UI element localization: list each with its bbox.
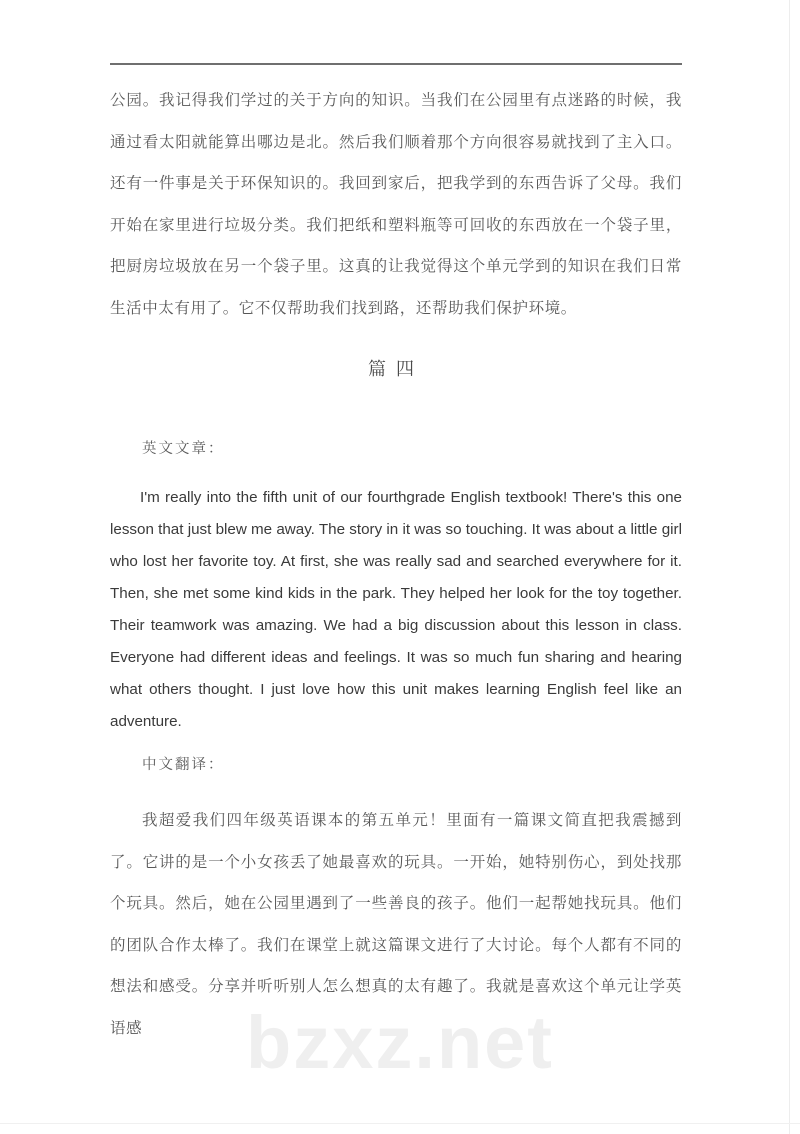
site-watermark: bzxz.net — [246, 1001, 554, 1084]
english-article-paragraph: I'm really into the fifth unit of our fourthgrade English textbook! There's this one lesson that just blew me away. The story in it was so touching. It was about a little girl who lost her favorite toy. At first, she was really sad and searched everywhere for it. Then, she met some kind kids in the park. They helped her look for the toy together. Their teamwork was amazing. We had a big discussion about this lesson in class. Everyone had different ideas and feelings. It was so much fun sharing and hearing what others thought. I just love how this unit makes learning English feel like an adventure. — [110, 489, 682, 730]
page-edge-right-border — [789, 0, 790, 1134]
page-edge-bottom-border — [0, 1123, 800, 1124]
chinese-body-paragraph-continued: 公园。我记得我们学过的关于方向的知识。当我们在公园里有点迷路的时候，我通过看太阳就能算出哪边是北。然后我们顺着那个方向很容易就找到了主入口。还有一件事是关于环保知识的。我回到家后，把我学到的东西告诉了父母。我们开始在家里进行垃圾分类。我们把纸和塑料瓶等可回收的东西放在一个袋子里，把厨房垃圾放在另一个袋子里。这真的让我觉得这个单元学到的知识在我们日常生活中太有用了。它不仅帮助我们找到路，还帮助我们保护环境。 — [110, 92, 682, 317]
horizontal-rule-divider — [110, 63, 682, 65]
chinese-translation-paragraph: 我超爱我们四年级英语课本的第五单元！里面有一篇课文简直把我震撼到了。它讲的是一个小女孩丢了她最喜欢的玩具。一开始，她特别伤心，到处找那个玩具。然后，她在公园里遇到了一些善良的孩子。他们一起帮她找玩具。他们的团队合作太棒了。我们在课堂上就这篇课文进行了大讨论。每个人都有不同的想法和感受。分享并听听别人怎么想真的太有趣了。我就是喜欢这个单元让学英语感 — [110, 812, 682, 1037]
english-article-label: 英文文章： — [142, 441, 225, 457]
chinese-translation-label: 中文翻译： — [142, 757, 225, 773]
section-heading: 篇四 — [368, 359, 424, 379]
